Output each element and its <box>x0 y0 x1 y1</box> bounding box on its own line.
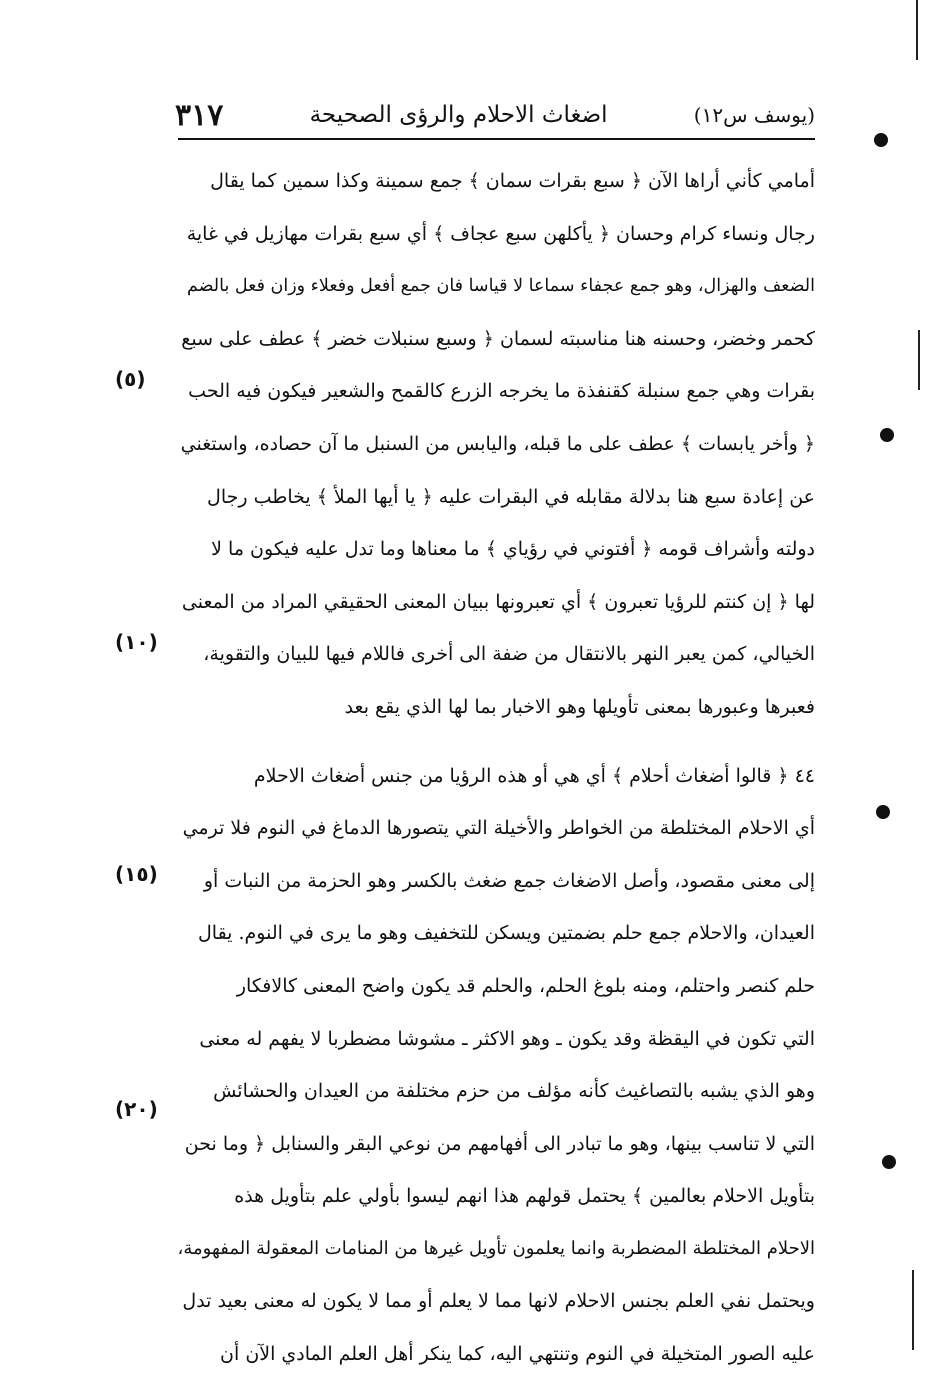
text-line: رجال ونساء كرام وحسان ﴿ يأكلهن سبع عجاف ﴾ أي سبع بقرات مهازيل في غاية <box>186 222 815 245</box>
body-text <box>178 158 815 1384</box>
text-line: إلى معنى مقصود، وأصل الاضغاث جمع ضغث بالكسر وهو الحزمة من النبات أو <box>203 869 815 892</box>
page-number: ٣١٧ <box>175 97 224 133</box>
text-line: ٤٤ ﴿ قالوا أضغاث أحلام ﴾ أي هي أو هذه الرؤيا من جنس أضغاث الاحلام <box>253 764 815 787</box>
text-line: ويحتمل نفي العلم بجنس الاحلام لانها مما لا يعلم أو مما لا يكون له معنى بعيد تدل <box>182 1290 815 1313</box>
text-line: بقرات وهي جمع سنبلة كقنفذة ما يخرجه الزرع كالقمح والشعير فيكون فيه الحب <box>188 380 815 403</box>
line-number-10: (١٠) <box>115 630 158 654</box>
text-line: أمامي كأني أراها الآن ﴿ سبع بقرات سمان ﴾ جمع سمينة وكذا سمين كما يقال <box>210 170 815 192</box>
text-line: حلم كنصر واحتلم، ومنه بلوغ الحلم، والحلم قد يكون واضح المعنى كالافكار <box>236 974 815 997</box>
header-sura-reference: (يوسف س١٢) <box>693 103 815 127</box>
punch-hole-mark <box>880 428 894 442</box>
punch-hole-mark <box>876 805 890 819</box>
text-line: أي الاحلام المختلطة من الخواطر والأخيلة التي يتصورها الدماغ في النوم فلا ترمي <box>182 817 815 840</box>
line-number-15: (١٥) <box>115 862 158 886</box>
scan-edge-mark <box>918 330 920 390</box>
header-title: اضغاث الاحلام والرؤى الصحيحة <box>309 102 608 128</box>
header-rule <box>178 138 815 140</box>
line-number-20: (٢٠) <box>115 1097 158 1121</box>
text-line: الخيالي، كمن يعبر النهر بالانتقال من ضفة الى أخرى فاللام فيها للبيان والتقوية، <box>203 643 815 666</box>
text-line: الاحلام المختلطة المضطربة وانما يعلمون تأويل غيرها من المنامات المعقولة المفهومة، <box>178 1237 815 1259</box>
text-line: بتأويل الاحلام بعالمين ﴾ يحتمل قولهم هذا انهم ليسوا بأولي علم بتأويل هذه <box>234 1185 815 1208</box>
page-header <box>175 95 815 135</box>
text-line: وهو الذي يشبه بالتصاغيث كأنه مؤلف من حزم مختلفة من العيدان والحشائش <box>213 1080 815 1103</box>
text-line: دولته وأشراف قومه ﴿ أفتوني في رؤياي ﴾ ما معناها وما تدل عليه فيكون ما لا <box>211 538 815 561</box>
text-line: لها ﴿ إن كنتم للرؤيا تعبرون ﴾ أي تعبرونها ببيان المعنى الحقيقي المراد من المعنى <box>181 590 815 613</box>
text-line: التي تكون في اليقظة وقد يكون ـ وهو الاكثر ـ مشوشا مضطربا لا يفهم له معنى <box>199 1027 815 1050</box>
scan-edge-mark <box>912 1270 914 1350</box>
paragraph-gap <box>178 737 815 753</box>
text-line: التي لا تناسب بينها، وهو ما تبادر الى أفهامهم من نوعي البقر والسنابل ﴿ وما نحن <box>184 1132 815 1155</box>
text-line: عليه الصور المتخيلة في النوم وتنتهي اليه، كما ينكر أهل العلم المادي الآن أن <box>220 1343 815 1366</box>
scan-edge-mark <box>916 0 918 60</box>
text-line: العيدان، والاحلام جمع حلم بضمتين ويسكن للتخفيف وهو ما يرى في النوم. يقال <box>197 922 815 945</box>
text-line: كحمر وخضر، وحسنه هنا مناسبته لسمان ﴿ وسبع سنبلات خضر ﴾ عطف على سبع <box>181 327 815 350</box>
text-line: الضعف والهزال، وهو جمع عجفاء سماعا لا قياسا فان جمع أفعل وفعلاء وزان فعل بالضم <box>186 276 815 297</box>
text-line: فعبرها وعبورها بمعنى تأويلها وهو الاخبار بما لها الذي يقع بعد <box>344 695 815 718</box>
text-line: ﴿ وأخر يابسات ﴾ عطف على ما قبله، واليابس من السنبل ما آن حصاده، واستغني <box>180 432 815 455</box>
line-number-5: (٥) <box>115 367 146 391</box>
text-line: عن إعادة سبع هنا بدلالة مقابله في البقرات عليه ﴿ يا أيها الملأ ﴾ يخاطب رجال <box>207 485 815 508</box>
punch-hole-mark <box>874 133 888 147</box>
punch-hole-mark <box>882 1155 896 1169</box>
